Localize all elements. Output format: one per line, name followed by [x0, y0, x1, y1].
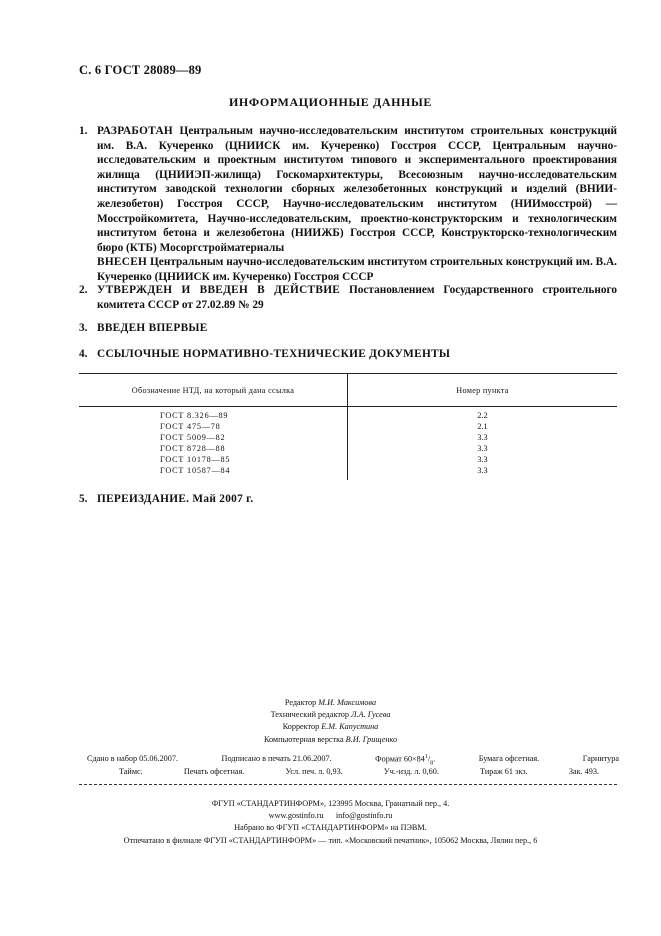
- section-title: ИНФОРМАЦИОННЫЕ ДАННЫЕ: [229, 95, 432, 109]
- table-cell-clause: 2.1: [477, 422, 488, 431]
- table-cell-designation: ГОСТ 5009—82: [79, 432, 348, 443]
- item-heading: ПЕРЕИЗДАНИЕ. Май 2007 г.: [97, 493, 254, 505]
- layout-line: Компьютерная верстка В.И. Грищенко: [263, 734, 398, 744]
- table-cell-designation: ГОСТ 475—78: [79, 421, 348, 432]
- item-heading: ССЫЛОЧНЫЕ НОРМАТИВНО-ТЕХНИЧЕСКИЕ ДОКУМЕНТЫ: [97, 348, 451, 360]
- item-number: 3.: [79, 322, 88, 334]
- item-heading: ВВЕДЕН ВПЕРВЫЕ: [97, 322, 208, 334]
- separator-line: [79, 784, 617, 785]
- table-row: [79, 421, 617, 432]
- page-header: С. 6 ГОСТ 28089—89: [79, 63, 202, 77]
- table-cell-clause: 3.3: [477, 455, 488, 464]
- item-number: 4.: [79, 348, 88, 360]
- publisher-block: [0, 798, 661, 847]
- item-heading: УТВЕРЖДЕН И ВВЕДЕН В ДЕЙСТВИЕ: [97, 284, 341, 296]
- item-developed: [79, 124, 617, 285]
- table-row: [79, 465, 617, 480]
- table-row: [79, 432, 617, 443]
- item-introduced: [79, 321, 617, 336]
- item-text: Постановлением Государственного строительного комитета СССР от 27.02.89 № 29: [97, 284, 617, 311]
- editor-line: Редактор М.И. Максимова: [284, 698, 377, 707]
- item-heading: ВНЕСЕН: [97, 256, 148, 269]
- table-cell-designation: ГОСТ 8728—88: [79, 443, 348, 454]
- item-number: 5.: [79, 493, 88, 505]
- references-table: [79, 373, 617, 480]
- corrector-line: Корректор Е.М. Капустина: [282, 722, 379, 732]
- table-cell-designation: ГОСТ 8.326—89: [79, 407, 348, 422]
- table-cell-clause: 3.3: [477, 433, 488, 442]
- item-reissue: [79, 492, 617, 507]
- table-cell-clause: 2.2: [477, 411, 488, 420]
- publisher-contacts: www.gostinfo.ru info@gostinfo.ru: [268, 811, 393, 821]
- tech-editor-line: Технический редактор Л.А. Гусева: [270, 710, 391, 720]
- print-info-row: Сдано в набор 05.06.2007. Подписано в печать 21.06.2007. Формат $60\times 84^1/_8$. Бумага офсетная. Гарнитура: [87, 754, 619, 767]
- item-references: [79, 347, 617, 362]
- item-approved: [79, 283, 617, 312]
- item-text: Центральным научно-исследовательским институтом строительных конструкций им. В.А. Кучеренко (ЦНИИСК им. Кучеренко) Госстроя СССР: [97, 256, 618, 283]
- item-heading: РАЗРАБОТАН: [97, 125, 174, 137]
- item-number: 1.: [79, 125, 88, 137]
- table-cell-clause: 3.3: [477, 466, 488, 475]
- credits-block: [0, 697, 661, 746]
- table-cell-designation: ГОСТ 10587—84: [79, 465, 348, 480]
- item-text: Центральным научно-исследовательским институтом строительных конструкций им. В.А. Кучеренко (ЦНИИСК им. Кучеренко) Госстроя СССР, Центральным научно-исследовательским и проектным институтом типового и экспериментального проектирования жилища (ЦНИИЭП-жилища) Госкомархитектуры, Всесоюзным научно-исследовательским институтом заводской технологии сборных железобетонных конструкций и изделий (ВНИИ-железобетон) Госстроя СССР, Научно-исследовательским институтом (НИИмосстрой) — Мосстройкомитета, Научно-исследовательским, проектно-конструкторским и технологическим институтом бетона и железобетона (НИИЖБ) Госстроя СССР, Конструкторско-технологическим бюро (КТБ) Мосоргстройматериалы: [97, 125, 618, 254]
- printed-line: Отпечатано в филиале ФГУП «СТАНДАРТИНФОРМ» — тип. «Московский печатник», 105062 Москва, Лялин пер., 6: [123, 835, 538, 845]
- table-row: [79, 407, 617, 422]
- item-number: 2.: [79, 284, 88, 296]
- table-row: [79, 443, 617, 454]
- table-cell-clause: 3.3: [477, 444, 488, 453]
- table-row: [79, 454, 617, 465]
- print-info-row: Таймс. Печать офсетная. Усл. печ. л. 0,93. Уч.-изд. л. 0,60. Тираж 61 экз. Зак. 493.: [119, 767, 599, 776]
- table-header-clause: Номер пункта: [348, 374, 618, 407]
- table-cell-designation: ГОСТ 10178—85: [79, 454, 348, 465]
- table-header-designation: Обозначение НТД, на который дана ссылка: [79, 374, 348, 407]
- typeset-line: Набрано во ФГУП «СТАНДАРТИНФОРМ» на ПЭВМ.: [234, 823, 427, 833]
- publisher-address: ФГУП «СТАНДАРТИНФОРМ», 123995 Москва, Гранатный пер., 4.: [211, 799, 450, 808]
